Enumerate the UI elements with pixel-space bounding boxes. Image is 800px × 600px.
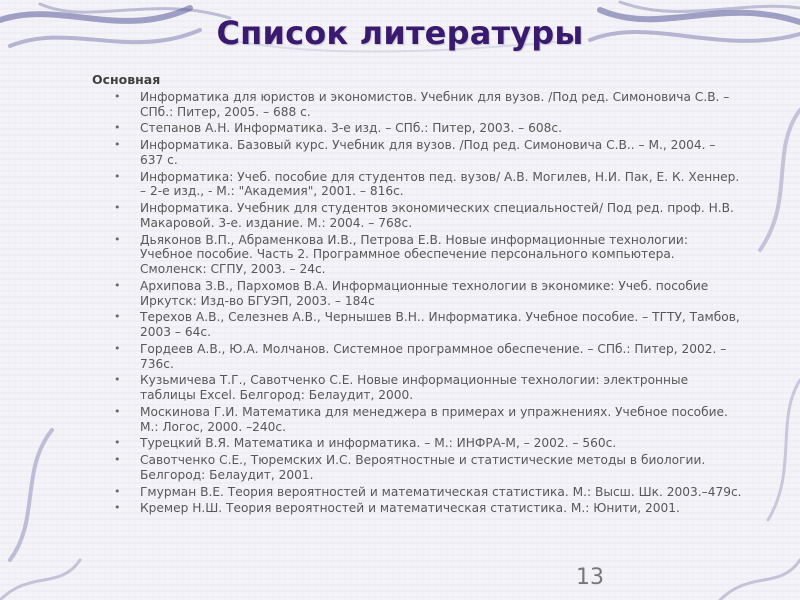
list-item (92, 342, 742, 372)
list-item (92, 405, 742, 435)
reference-text: Турецкий В.Я. Математика и информатика. – М.: ИНФРА-М, – 2002. – 560с. (140, 436, 617, 451)
reference-text: Гордеев А.В., Ю.А. Молчанов. Системное программное обеспечение. – СПб.: Питер, 2002. – 736с. (140, 341, 727, 371)
reference-text: Гмурман В.Е. Теория вероятностей и математическая статистика. М.: Высш. Шк. 2003.–479с. (140, 484, 742, 499)
reference-text: Информатика. Базовый курс. Учебник для вузов. /Под ред. Симоновича С.В.. – М., 2004. – 637 с. (140, 138, 716, 167)
reference-text: Информатика: Учеб. пособие для студентов пед. вузов/ А.В. Могилев, Н.И. Пак, Е. К. Хеннер. – 2-е изд., - М.: "Академия", 2001. – 816с. (140, 169, 740, 199)
bullet-icon: • (114, 436, 121, 450)
list-item (92, 90, 742, 120)
bullet-icon: • (114, 138, 121, 152)
bullet-icon: • (114, 501, 121, 515)
page-title: Список литературы (216, 14, 584, 52)
bullet-icon: • (114, 453, 121, 467)
page-number: 13 (576, 565, 604, 590)
list-item (92, 310, 742, 340)
list-item (92, 201, 742, 231)
bullet-icon: • (114, 90, 121, 103)
reference-text: Архипова З.В., Пархомов В.А. Информационные технологии в экономике: Учеб. пособие Иркутск: Изд-во БГУЭП, 2003. – 184с (140, 278, 709, 308)
bullet-icon: • (114, 278, 121, 292)
list-item (92, 501, 742, 516)
bibliography-content (92, 72, 742, 518)
bullet-icon: • (114, 404, 121, 418)
bullet-icon: • (114, 484, 121, 498)
reference-text: Информатика. Учебник для студентов экономических специальностей/ Под ред. проф. Н.В. Макаровой. 3-е. издание. М.: 2004. – 768с. (140, 201, 734, 230)
list-item (92, 170, 742, 200)
reference-text: Савотченко С.Е., Тюремских И.С. Вероятностные и статистические методы в биологии. Белгород: Белаудит, 2001. (140, 453, 706, 482)
list-item (92, 138, 742, 168)
bullet-icon: • (114, 232, 121, 246)
section-heading: Основная (92, 72, 161, 87)
bullet-icon: • (114, 373, 121, 387)
reference-text: Кремер Н.Ш. Теория вероятностей и математическая статистика. М.: Юнити, 2001. (140, 501, 680, 516)
list-item (92, 279, 742, 309)
list-item (92, 233, 742, 277)
reference-text: Кузьмичева Т.Г., Савотченко С.Е. Новые информационные технологии: электронные таблицы Excel. Белгород: Белаудит, 2000. (140, 373, 689, 403)
bullet-icon: • (114, 169, 121, 183)
list-item (92, 121, 742, 136)
reference-text: Терехов А.В., Селезнев А.В., Чернышев В.Н.. Информатика. Учебное пособие. – ТГТУ, Тамбов, 2003 – 64с. (140, 310, 740, 340)
reference-text: Дьяконов В.П., Абраменкова И.В., Петрова Е.В. Новые информационные технологии: Учебное пособие. Часть 2. Программное обеспечение персонального компьютера. Смоленск: СГПУ, 2003. – 24с. (140, 232, 688, 277)
reference-text: Информатика для юристов и экономистов. Учебник для вузов. /Под ред. Симоновича С.В. – СПб.: Питер, 2005. – 688 с. (140, 90, 730, 119)
bullet-icon: • (114, 121, 121, 135)
bullet-icon: • (114, 201, 121, 215)
list-item (92, 373, 742, 403)
bullet-icon: • (114, 310, 121, 324)
reference-list (92, 90, 742, 516)
reference-text: Москинова Г.И. Математика для менеджера в примерах и упражнениях. Учебное пособие. М.: Логос, 2000. –240с. (140, 404, 728, 434)
bullet-icon: • (114, 341, 121, 355)
reference-text: Степанов А.Н. Информатика. 3-е изд. – СПб.: Питер, 2003. – 608с. (140, 121, 562, 136)
list-item (92, 436, 742, 451)
list-item (92, 485, 742, 500)
list-item (92, 453, 742, 483)
